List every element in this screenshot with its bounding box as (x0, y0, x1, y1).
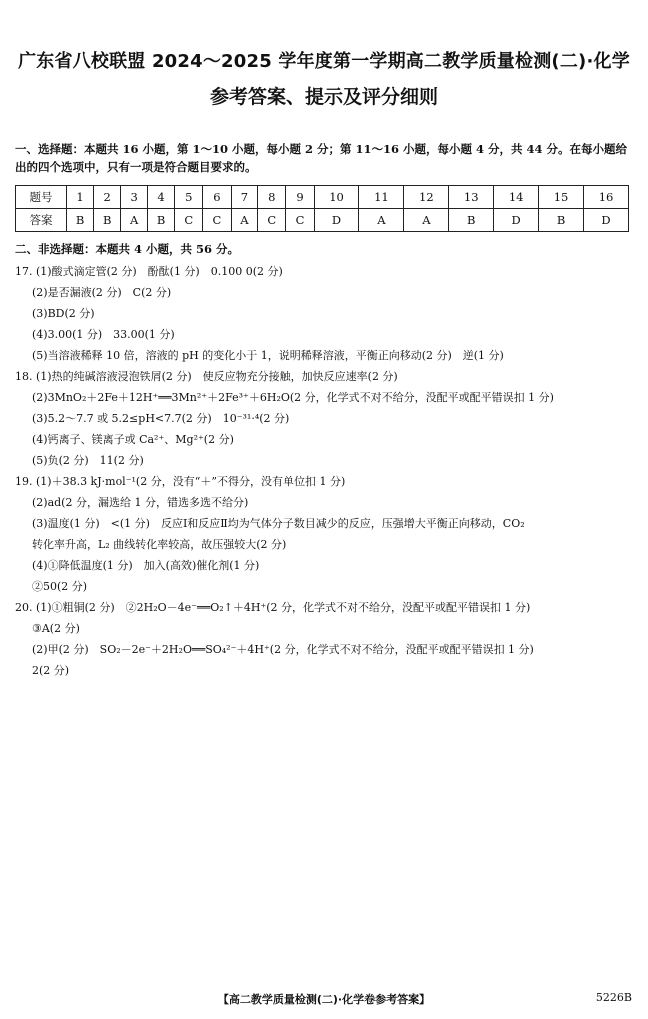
table-cell: 15 (539, 186, 584, 209)
table-cell: 6 (203, 186, 231, 209)
table-cell: C (258, 209, 286, 232)
answer-line: 17. (1)酸式滴定管(2 分) 酚酞(1 分) 0.100 0(2 分) (15, 265, 283, 278)
table-cell: D (584, 209, 629, 232)
section2-heading: 二、非选择题：本题共 4 小题，共 56 分。 (15, 242, 240, 256)
table-cell: D (494, 209, 539, 232)
table-cell: 9 (286, 186, 314, 209)
answer-line: (2)甲(2 分) SO₂－2e⁻＋2H₂O══SO₄²⁻＋4H⁺(2 分，化学式不对不给分，没配平或配平错误扣 1 分) (32, 643, 534, 656)
answer-line: ③A(2 分) (32, 622, 80, 635)
table-header-number: 题号 (16, 186, 67, 209)
table-cell: 3 (121, 186, 148, 209)
answer-line: (5)当溶液稀释 10 倍，溶液的 pH 的变化小于 1，说明稀释溶液，平衡正向移动(2 分) 逆(1 分) (32, 349, 504, 362)
answer-line: (3)BD(2 分) (32, 307, 95, 320)
table-cell: A (359, 209, 404, 232)
table-cell: B (449, 209, 494, 232)
table-row-answers (16, 209, 629, 232)
table-cell: 12 (404, 186, 449, 209)
answer-line: 19. (1)＋38.3 kJ·mol⁻¹(2 分，没有“＋”不得分，没有单位扣 1 分) (15, 475, 346, 488)
answer-line: (4)钙离子、镁离子或 Ca²⁺、Mg²⁺(2 分) (32, 433, 234, 446)
answer-line: 2(2 分) (32, 664, 70, 677)
table-cell: 14 (494, 186, 539, 209)
table-cell: A (231, 209, 258, 232)
answer-line: (3)温度(1 分) <(1 分) 反应Ⅰ和反应Ⅱ均为气体分子数目减少的反应，压强增大平衡正向移动，CO₂ (32, 517, 525, 530)
section1-heading: 一、选择题：本题共 16 小题，第 1～10 小题，每小题 2 分；第 11～16 小题，每小题 4 分，共 44 分。在每小题给出的四个选项中，只有一项是符合题目要求的。 (15, 142, 628, 174)
answer-line: (3)5.2～7.7 或 5.2≤pH<7.7(2 分) 10⁻³¹·⁴(2 分) (32, 412, 290, 425)
table-cell: A (404, 209, 449, 232)
table-cell: 4 (148, 186, 175, 209)
table-cell: A (121, 209, 148, 232)
table-cell: 16 (584, 186, 629, 209)
table-cell: 13 (449, 186, 494, 209)
answer-line: (4)①降低温度(1 分) 加入(高效)催化剂(1 分) (32, 559, 260, 572)
document-code: 5226B (595, 991, 632, 1004)
table-cell: C (203, 209, 231, 232)
document-title: 广东省八校联盟 2024～2025 学年度第一学期高二教学质量检测(二)·化学 (18, 51, 630, 72)
table-cell: C (286, 209, 314, 232)
table-cell: 11 (359, 186, 404, 209)
table-cell: D (314, 209, 359, 232)
table-cell: C (175, 209, 203, 232)
table-cell: B (539, 209, 584, 232)
answer-line: (2)3MnO₂＋2Fe＋12H⁺══3Mn²⁺＋2Fe³⁺＋6H₂O(2 分，化学式不对不给分，没配平或配平错误扣 1 分) (32, 391, 554, 404)
answer-line: (2)ad(2 分，漏选给 1 分，错选多选不给分) (32, 496, 249, 509)
table-cell: B (67, 209, 94, 232)
answer-line: 转化率升高，L₂ 曲线转化率较高，故压强较大(2 分) (32, 538, 287, 551)
answer-line: (2)是否漏液(2 分) C(2 分) (32, 286, 172, 299)
answer-table (15, 185, 629, 232)
table-header-answer: 答案 (16, 209, 67, 232)
answer-line: 18. (1)热的纯碱溶液浸泡铁屑(2 分) 使反应物充分接触，加快反应速率(2 分) (15, 370, 398, 383)
table-cell: 10 (314, 186, 359, 209)
answer-line: 20. (1)①粗铜(2 分) ②2H₂O－4e⁻══O₂↑＋4H⁺(2 分，化学式不对不给分，没配平或配平错误扣 1 分) (15, 601, 531, 614)
answer-line: (4)3.00(1 分) 33.00(1 分) (32, 328, 175, 341)
table-cell: 5 (175, 186, 203, 209)
page-footer: 【高二教学质量检测(二)·化学卷参考答案】 (217, 993, 431, 1006)
table-cell: 8 (258, 186, 286, 209)
answer-line: ②50(2 分) (32, 580, 88, 593)
table-cell: B (148, 209, 175, 232)
document-subtitle: 参考答案、提示及评分细则 (209, 86, 438, 108)
table-row-numbers (16, 186, 629, 209)
table-cell: 2 (94, 186, 121, 209)
answer-line: (5)负(2 分) 11(2 分) (32, 454, 144, 467)
table-cell: B (94, 209, 121, 232)
table-cell: 7 (231, 186, 258, 209)
table-cell: 1 (67, 186, 94, 209)
